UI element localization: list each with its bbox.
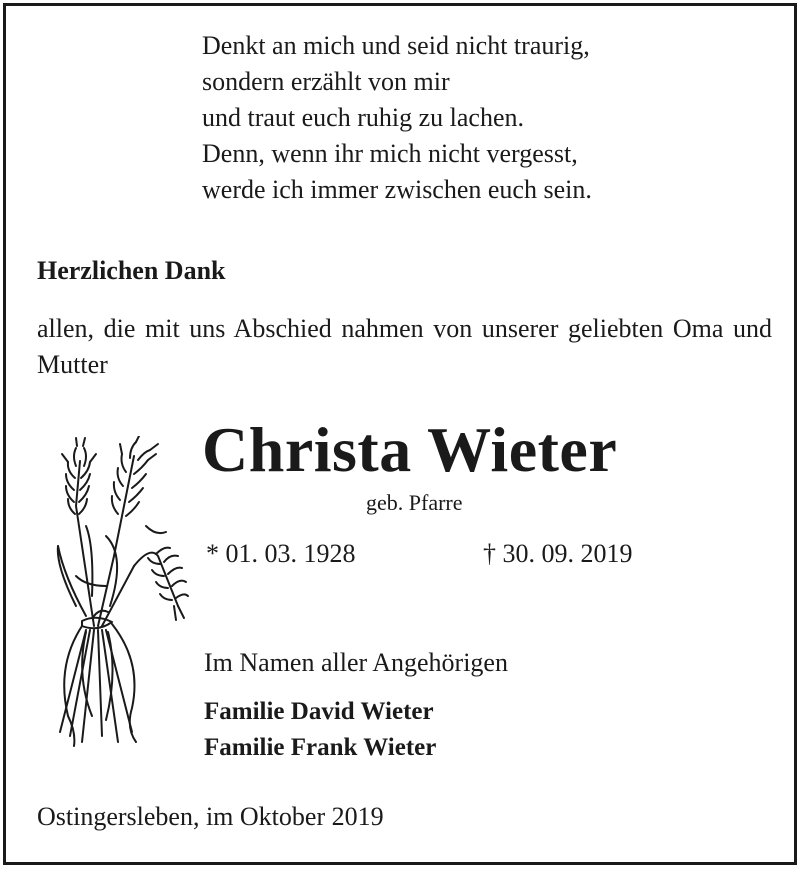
- maiden-name: geb. Pfarre: [366, 490, 463, 515]
- place-date: Ostingersleben, im Oktober 2019: [37, 802, 384, 831]
- poem-line: und traut euch ruhig zu lachen.: [202, 103, 524, 132]
- family-name: Familie David Wieter: [204, 698, 434, 725]
- deceased-name: Christa Wieter: [202, 414, 618, 485]
- family-name: Familie Frank Wieter: [204, 734, 437, 761]
- wheat-bundle-icon: [46, 436, 196, 756]
- thanks-heading: Herzlichen Dank: [37, 256, 226, 285]
- poem-line: sondern erzählt von mir: [202, 67, 450, 96]
- on-behalf-line: Im Namen aller Angehörigen: [204, 648, 508, 677]
- poem-line: Denn, wenn ihr mich nicht vergesst,: [202, 139, 578, 168]
- poem-line: werde ich immer zwischen euch sein.: [202, 175, 592, 204]
- death-date: † 30. 09. 2019: [483, 539, 633, 568]
- memorial-poem: [202, 28, 592, 208]
- poem-line: Denkt an mich und seid nicht traurig,: [202, 31, 590, 60]
- birth-date: * 01. 03. 1928: [206, 539, 356, 568]
- obituary-notice: [3, 3, 797, 865]
- thanks-text: allen, die mit uns Abschied nahmen von unserer geliebten Oma und Mutter: [37, 314, 772, 379]
